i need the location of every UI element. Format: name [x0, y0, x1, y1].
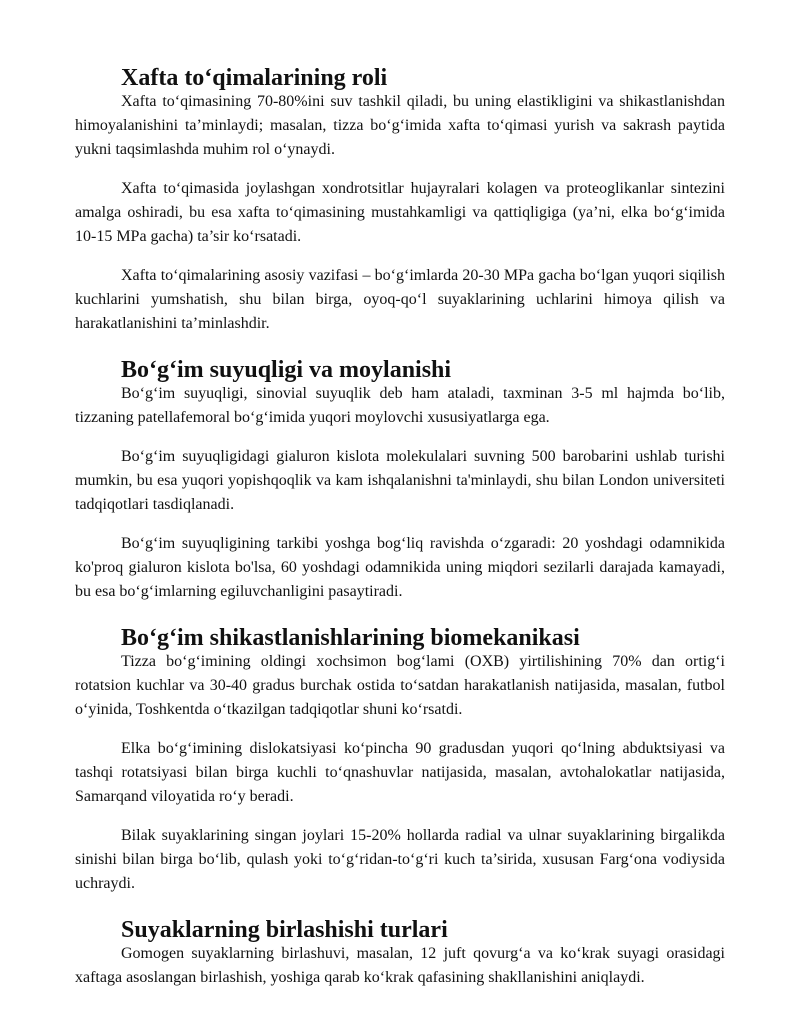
paragraph: Bilak suyaklarining singan joylari 15-20% hollarda radial va ulnar suyaklarining birgalikda sinishi bilan birga bo‘lib, qulash yoki to‘g‘ridan-to‘g‘ri kuch ta’sirida, xususan Farg‘ona vodiysida uchraydi. [75, 827, 725, 892]
section-joint-fluid [75, 358, 725, 604]
paragraph: Tizza bo‘g‘imining oldingi xochsimon bog‘lami (OXB) yirtilishining 70% dan ortig‘i rotatsion kuchlar va 30-40 gradus burchak ostida to‘satdan harakatlanish natijasida, masalan, futbol o‘yinida, Toshkentda o‘tkazilgan tadqiqotlar shuni ko‘rsatdi. [75, 653, 725, 718]
paragraph: Bo‘g‘im suyuqligining tarkibi yoshga bog‘liq ravishda o‘zgaradi: 20 yoshdagi odamnikida ko'proq gialuron kislota bo'lsa, 60 yoshdagi odamnikida uning miqdori sezilarli darajada kamayadi, bu esa bo‘g‘imlarning egiluvchanligini pasaytiradi. [75, 535, 725, 600]
section-heading: Bo‘g‘im suyuqligi va moylanishi [121, 357, 452, 383]
paragraph: Xafta to‘qimasida joylashgan xondrotsitlar hujayralari kolagen va proteoglikanlar sintezini amalga oshiradi, bu esa xafta to‘qimasining mustahkamligi va qattiqligiga (ya’ni, elka bo‘g‘imida 10-15 MPa gacha) ta’sir ko‘rsatadi. [75, 180, 725, 245]
paragraph: Bo‘g‘im suyuqligidagi gialuron kislota molekulalari suvning 500 barobarini ushlab turishi mumkin, bu esa yuqori yopishqoqlik va kam ishqalanishni ta'minlaydi, shu bilan London universiteti tadqiqotlari tasdiqlanadi. [75, 448, 725, 513]
section-bone-joints-types [75, 918, 725, 990]
section-heading: Bo‘g‘im shikastlanishlarining biomekanikasi [121, 625, 580, 651]
section-heading: Suyaklarning birlashishi turlari [121, 917, 448, 943]
paragraph: Xafta to‘qimalarining asosiy vazifasi – bo‘g‘imlarda 20-30 MPa gacha bo‘lgan yuqori siqilish kuchlarini yumshatish, shu bilan birga, oyoq-qo‘l suyaklarining uchlarini himoya qilish va harakatlanishini ta’minlashdir. [75, 267, 725, 332]
paragraph: Xafta to‘qimasining 70-80%ini suv tashkil qiladi, bu uning elastikligini va shikastlanishdan himoyalanishini ta’minlaydi; masalan, tizza bo‘g‘imida xafta to‘qimasi yurish va sakrash paytida yukni taqsimlashda muhim rol o‘ynaydi. [75, 93, 725, 158]
paragraph: Bo‘g‘im suyuqligi, sinovial suyuqlik deb ham ataladi, taxminan 3-5 ml hajmda bo‘lib, tizzaning patellafemoral bo‘g‘imida yuqori moylovchi xususiyatlarga ega. [75, 385, 725, 426]
section-heading: Xafta to‘qimalarining roli [121, 65, 388, 91]
section-injury-biomechanics [75, 626, 725, 896]
section-cartilage-role [75, 66, 725, 336]
paragraph: Gomogen suyaklarning birlashuvi, masalan, 12 juft qovurg‘a va ko‘krak suyagi orasidagi xaftaga asoslangan birlashish, yoshiga qarab ko‘krak qafasining shakllanishini aniqlaydi. [75, 945, 725, 986]
paragraph: Elka bo‘g‘imining dislokatsiyasi ko‘pincha 90 gradusdan yuqori qo‘lning abduktsiyasi va tashqi rotatsiyasi bilan birga kuchli to‘qnashuvlar natijasida, masalan, avtohalokatlar natijasida, Samarqand viloyatida ro‘y beradi. [75, 740, 725, 805]
